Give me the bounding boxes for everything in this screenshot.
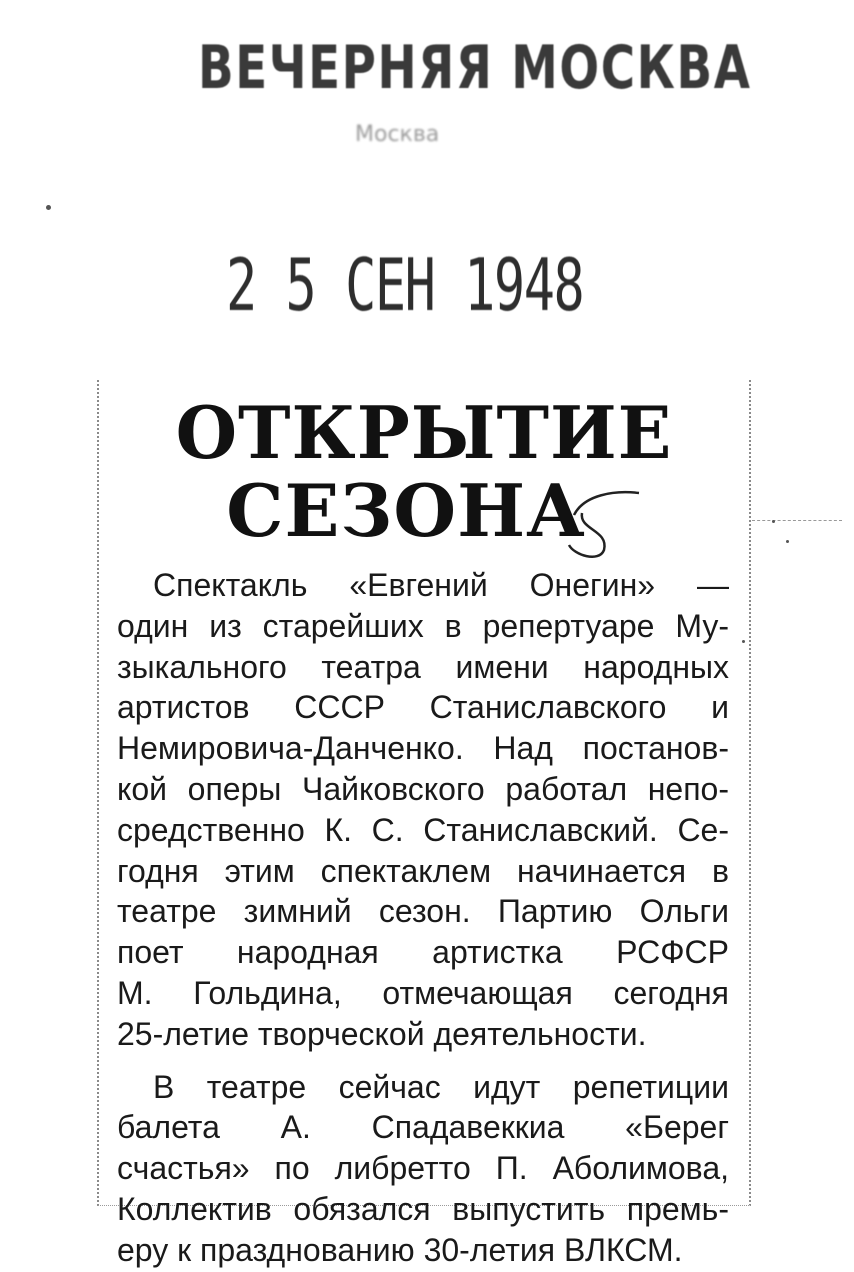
speck [742,640,745,643]
text-line: Коллектив обязался выпустить премь- [117,1190,729,1227]
text-line: один из старейших в репертуаре Му- [117,607,729,644]
text-line: счастья» по либретто П. Аболимова, [117,1150,729,1187]
speck [786,540,789,543]
text-line: 25-летие творческой деятельности. [117,1015,647,1052]
text-line: поет народная артистка РСФСР [117,934,729,971]
date-stamp: 2 5 СЕН 1948 [226,243,584,327]
article-paragraph-2 [117,1067,729,1271]
article-body [117,565,729,1272]
pencil-mark-icon [554,475,644,565]
text-line: театре зимний сезон. Партию Ольги [117,893,729,930]
masthead-subline: Москва [355,122,440,147]
text-line: годня этим спектаклем начинается в [117,852,729,889]
text-line: артистов СССР Станиславского и [117,689,729,726]
text-line: М. Гольдина, отмечающая сегодня [117,974,729,1011]
text-line: средственно К. С. Станиславский. Се- [117,811,729,848]
newspaper-masthead: ВЕЧЕРНЯЯ МОСКВА [198,33,752,103]
headline-line-2: СЕЗОНА [226,468,586,553]
text-line: кой оперы Чайковского работал непо- [117,770,729,807]
text-line: Немировича-Данченко. Над постанов- [117,730,729,767]
text-line: Спектакль «Евгений Онегин» — [153,567,729,603]
speck [772,520,775,523]
text-line: В театре сейчас идут репетиции [153,1068,729,1105]
text-line: балета А. Спадавеккиа «Берег [117,1109,729,1146]
cut-line-right [752,520,842,521]
text-line: зыкального театра имени народных [117,648,729,685]
newspaper-clipping [97,380,751,1268]
headline-line-1: ОТКРЫТИЕ [175,390,673,475]
speck [46,205,51,210]
text-line: еру к празднованию 30-летия ВЛКСМ. [117,1231,683,1268]
article-paragraph-1 [117,565,729,1055]
article-headline [99,390,749,553]
